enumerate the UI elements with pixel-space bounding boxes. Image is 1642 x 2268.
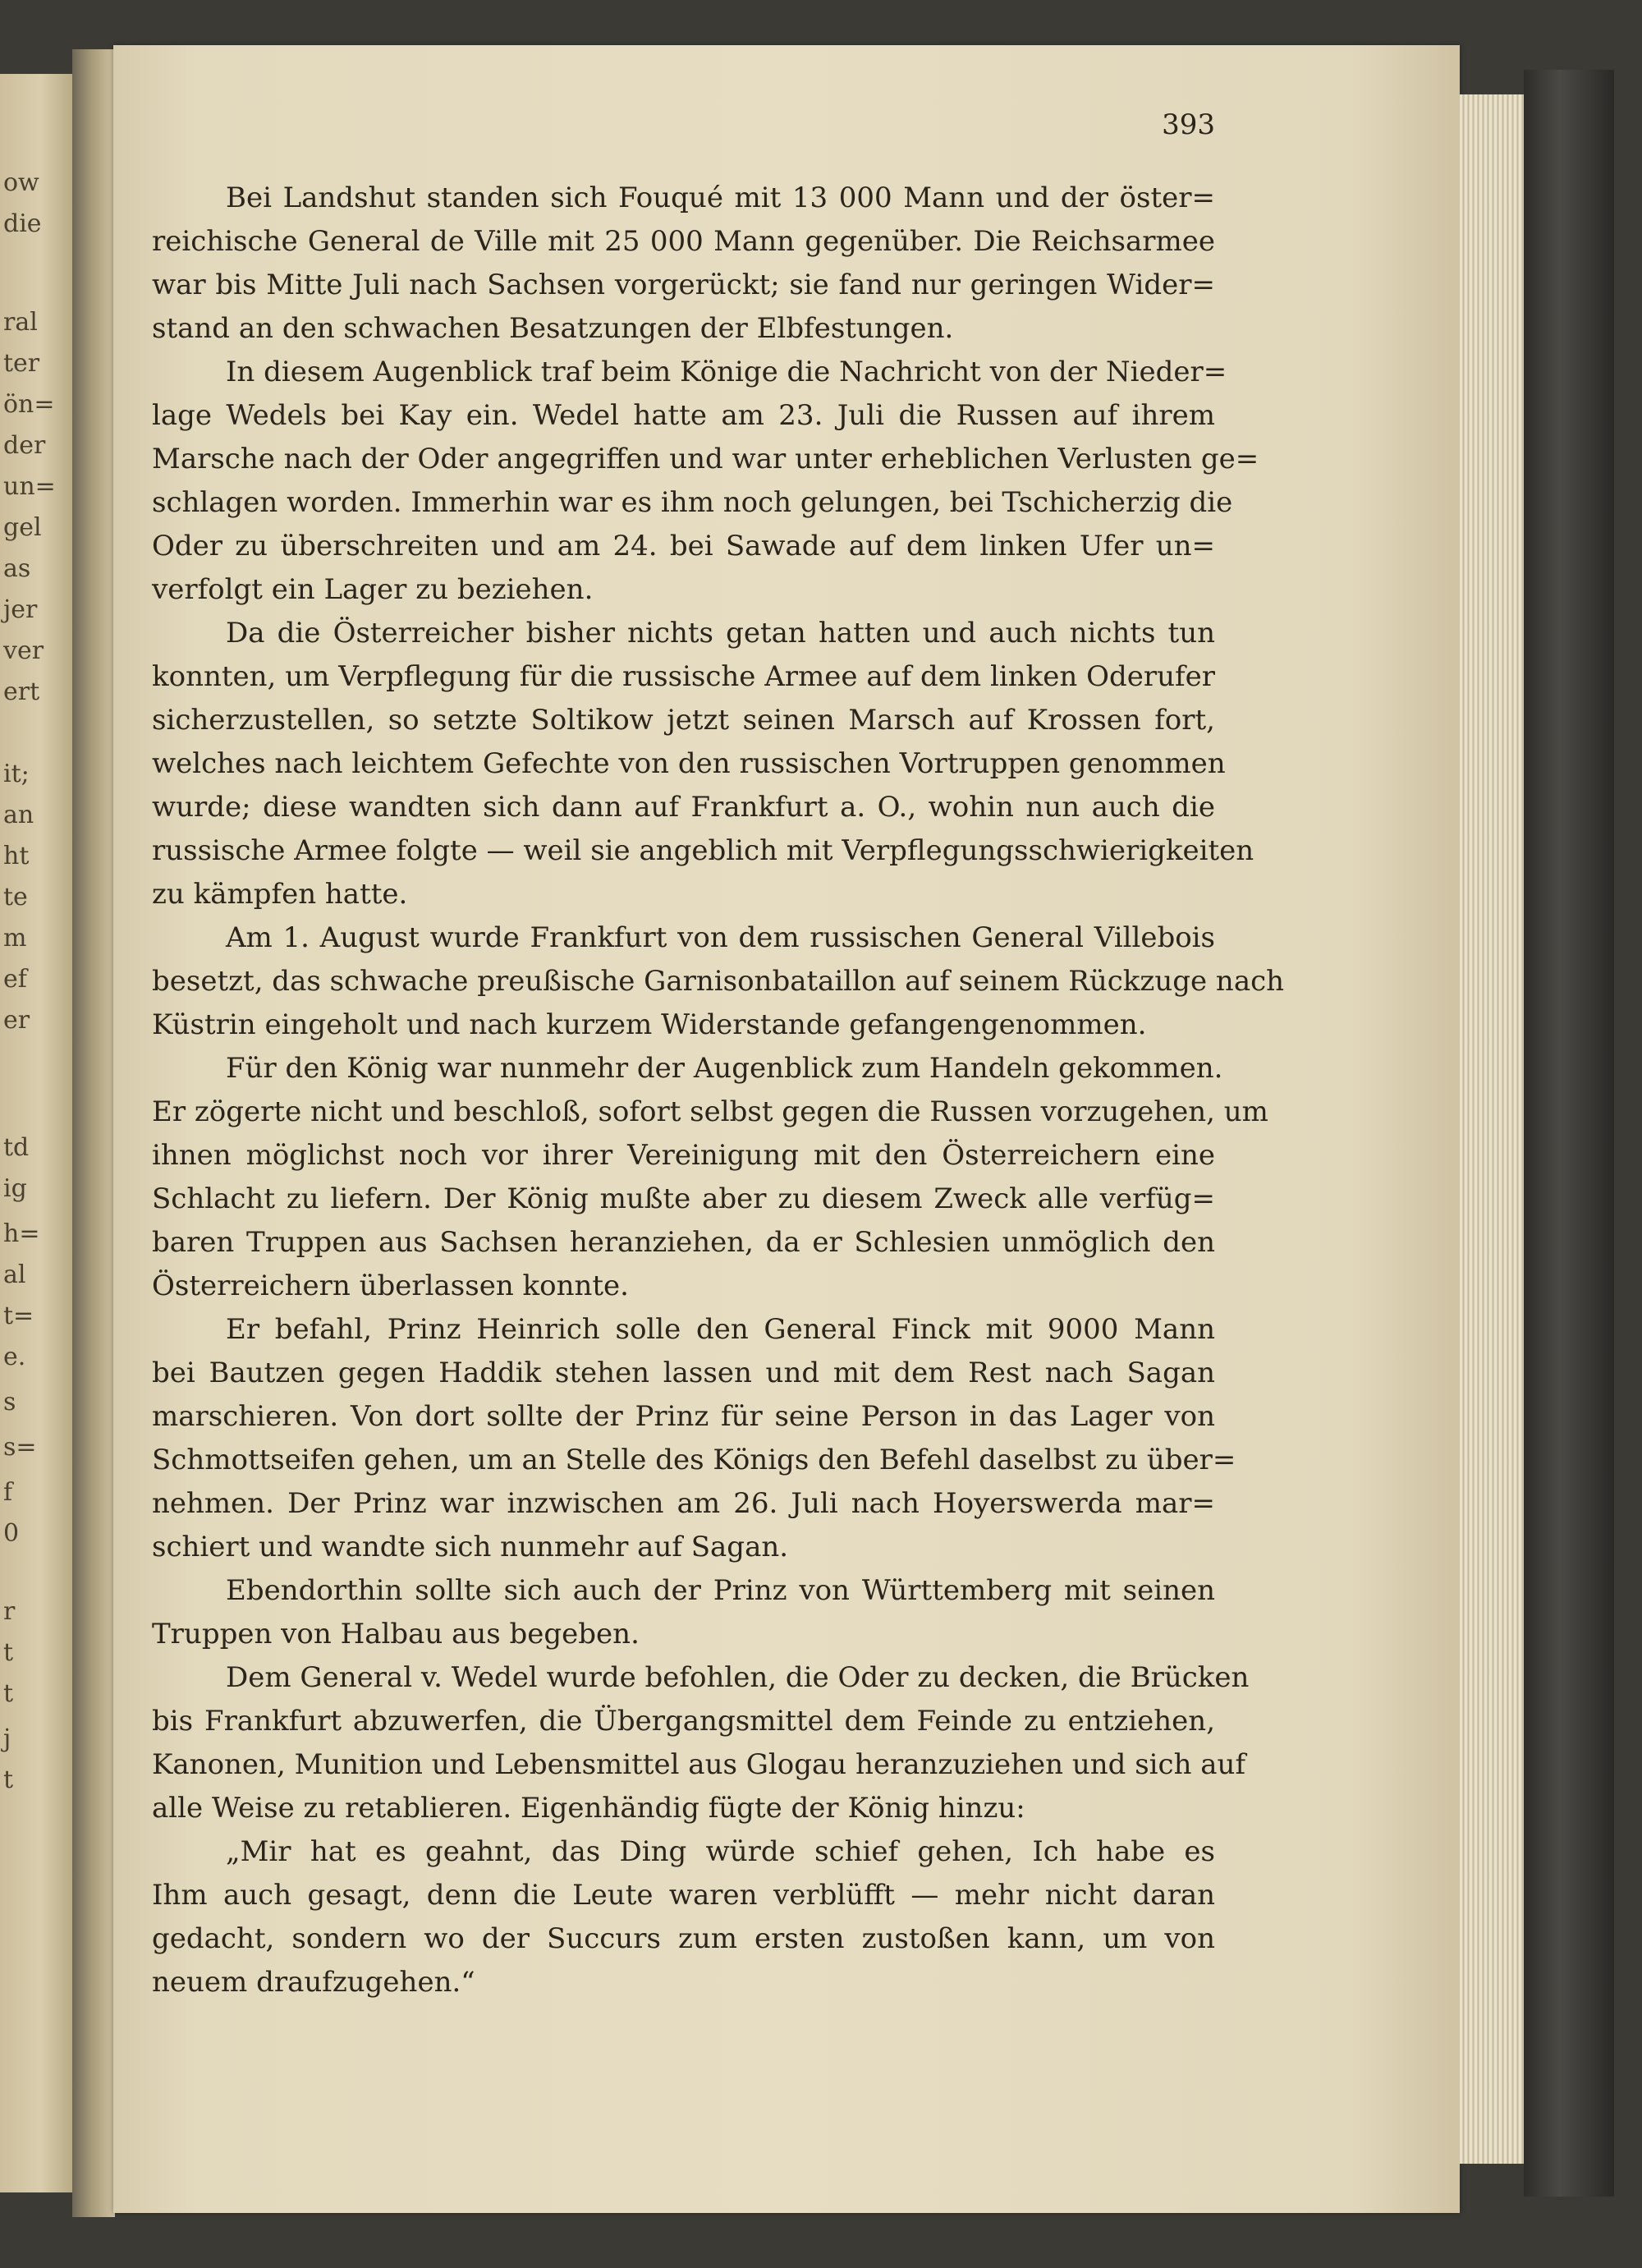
text-line: konnten, um Verpflegung für die russische Armee auf dem linken Oderufer [152,660,1215,693]
book-cover-edge [1524,70,1614,2197]
text-line: Ihm auch gesagt, denn die Leute waren verblüfft — mehr nicht daran [152,1879,1215,1912]
text-line: stand an den schwachen Besatzungen der Elbfestungen. [152,312,954,345]
text-line: Österreichern überlassen konnte. [152,1269,629,1302]
text-line: neuem draufzugehen.“ [152,1966,475,1999]
left-page-fragment: der [3,431,46,460]
left-page-fragment: m [3,924,27,953]
left-page-fragment: it; [3,760,30,788]
text-line: zu kämpfen hatte. [152,878,408,911]
text-line: welches nach leichtem Gefechte von den russischen Vortruppen genommen [152,747,1226,780]
text-line: Oder zu überschreiten und am 24. bei Sawade auf dem linken Ufer un= [152,530,1215,562]
left-page-fragment: te [3,883,28,911]
body-text [152,177,1285,2004]
left-page-fragment: td [3,1133,30,1162]
text-line: wurde; diese wandten sich dann auf Frankfurt a. O., wohin nun auch die [152,791,1215,824]
text-line: Er zögerte nicht und beschloß, sofort selbst gegen die Russen vorzugehen, um [152,1095,1268,1128]
text-line: war bis Mitte Juli nach Sachsen vorgerückt; sie fand nur geringen Wider= [152,269,1215,301]
left-page-fragment: ön= [3,390,55,419]
page-number: 393 [1162,108,1215,141]
text-line: In diesem Augenblick traf beim Könige die Nachricht von der Nieder= [226,356,1227,388]
text-line: Dem General v. Wedel wurde befohlen, die Oder zu decken, die Brücken [226,1661,1250,1694]
text-line: Schlacht zu liefern. Der König mußte aber zu diesem Zweck alle verfüg= [152,1182,1215,1215]
text-line: Am 1. August wurde Frankfurt von dem russischen General Villebois [226,921,1215,954]
left-page-fragment: 0 [3,1519,20,1548]
left-page-fragment: e. [3,1343,26,1371]
text-line: Da die Österreicher bisher nichts getan hatten und auch nichts tun [226,617,1215,650]
left-page-fragment: t [3,1765,14,1794]
left-page-fragment: ert [3,677,40,706]
left-page-fragment: un= [3,472,56,501]
left-page-fragment: jer [3,595,38,624]
text-line: bis Frankfurt abzuwerfen, die Übergangsmittel dem Feinde zu entziehen, [152,1705,1215,1738]
text-line: Ebendorthin sollte sich auch der Prinz von Württemberg mit seinen [226,1574,1215,1607]
text-line: Kanonen, Munition und Lebensmittel aus Glogau heranzuziehen und sich auf [152,1748,1246,1781]
left-page-fragment: f [3,1478,13,1507]
text-line: Er befahl, Prinz Heinrich solle den General Finck mit 9000 Mann [226,1313,1215,1346]
text-line: Für den König war nunmehr der Augenblick zum Handeln gekommen. [226,1052,1223,1085]
left-page-fragment: die [3,209,42,238]
text-line: Marsche nach der Oder angegriffen und war unter erheblichen Verlusten ge= [152,443,1259,475]
left-page-fragment: ter [3,349,40,378]
left-page-fragment: ver [3,636,44,665]
left-page-fragment: h= [3,1219,40,1248]
text-line: marschieren. Von dort sollte der Prinz für seine Person in das Lager von [152,1400,1215,1433]
left-page-edge [0,74,74,2192]
text-line: sicherzustellen, so setzte Soltikow jetzt seinen Marsch auf Krossen fort, [152,704,1215,737]
text-line: ihnen möglichst noch vor ihrer Vereinigung mit den Österreichern eine [152,1139,1215,1172]
left-page-fragment: t= [3,1302,34,1330]
text-line: „Mir hat es geahnt, das Ding würde schief gehen, Ich habe es [226,1835,1215,1868]
book-gutter [72,49,115,2217]
left-page-fragment: ht [3,842,30,870]
text-line: baren Truppen aus Sachsen heranziehen, da er Schlesien unmöglich den [152,1226,1215,1259]
left-page-fragment: ig [3,1174,27,1203]
left-page-fragment: s= [3,1433,37,1462]
text-line: gedacht, sondern wo der Succurs zum ersten zustoßen kann, um von [152,1922,1215,1955]
left-page-fragment: as [3,554,31,583]
left-page-fragment: an [3,801,34,829]
text-line: Küstrin eingeholt und nach kurzem Widerstande gefangengenommen. [152,1008,1147,1041]
text-line: Schmottseifen gehen, um an Stelle des Königs den Befehl daselbst zu über= [152,1444,1236,1476]
left-page-fragment: ow [3,168,39,197]
left-page-fragment: j [3,1724,11,1753]
text-line: alle Weise zu retablieren. Eigenhändig fügte der König hinzu: [152,1792,1025,1825]
text-line: bei Bautzen gegen Haddik stehen lassen und mit dem Rest nach Sagan [152,1357,1215,1389]
left-page-fragment: t [3,1679,14,1708]
left-page-fragment: r [3,1597,16,1626]
text-line: schlagen worden. Immerhin war es ihm noch gelungen, bei Tschicherzig die [152,486,1233,519]
left-page-fragment: s [3,1388,16,1416]
text-line: Bei Landshut standen sich Fouqué mit 13 000 Mann und der öster= [226,181,1215,214]
left-page-fragment: ral [3,308,38,337]
left-page-fragment: gel [3,513,42,542]
left-page-fragment: er [3,1006,30,1035]
page-fore-edge [1460,94,1524,2164]
text-line: schiert und wandte sich nunmehr auf Sagan. [152,1531,789,1563]
text-line: nehmen. Der Prinz war inzwischen am 26. Juli nach Hoyerswerda mar= [152,1487,1215,1520]
text-line: lage Wedels bei Kay ein. Wedel hatte am 23. Juli die Russen auf ihrem [152,399,1215,432]
text-line: reichische General de Ville mit 25 000 Mann gegenüber. Die Reichsarmee [152,225,1215,258]
text-line: besetzt, das schwache preußische Garnisonbataillon auf seinem Rückzuge nach [152,965,1285,998]
text-line: russische Armee folgte — weil sie angeblich mit Verpflegungsschwierigkeiten [152,834,1254,867]
text-line: Truppen von Halbau aus begeben. [152,1618,640,1650]
left-page-fragment: t [3,1638,14,1667]
text-line: verfolgt ein Lager zu beziehen. [152,573,594,606]
left-page-fragment: al [3,1260,26,1289]
left-page-fragment: ef [3,965,27,994]
